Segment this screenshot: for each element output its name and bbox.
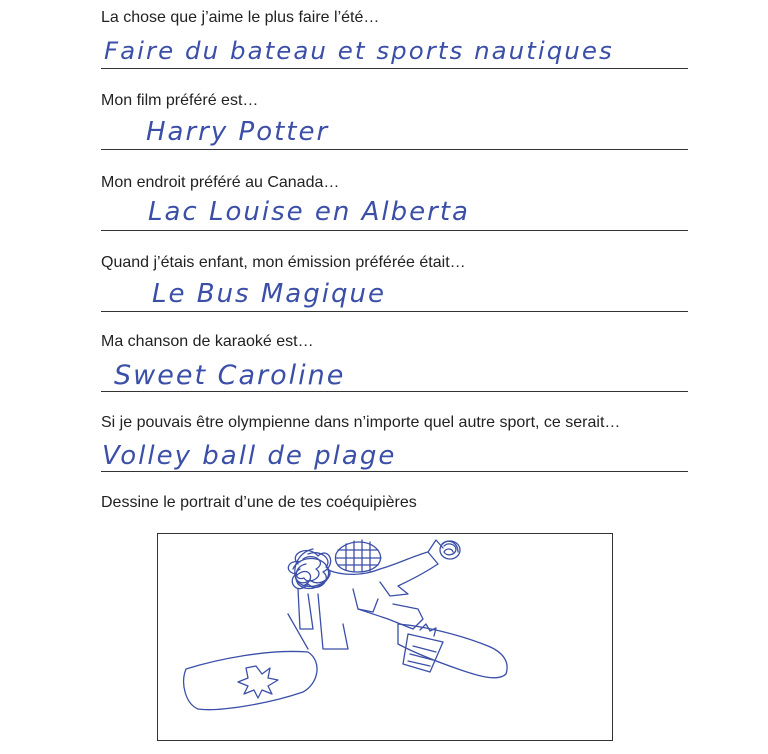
prompt-summer-activity: La chose que j’aime le plus faire l’été… — [101, 9, 380, 26]
answer-summer-activity: Faire du bateau et sports nautiques — [104, 37, 614, 65]
prompt-favorite-place: Mon endroit préféré au Canada… — [101, 174, 340, 191]
answer-favorite-place: Lac Louise en Alberta — [148, 197, 470, 227]
prompt-olympic-sport: Si je pouvais être olympienne dans n’importe quel autre sport, ce serait… — [101, 414, 621, 431]
body — [288, 589, 423, 649]
prompt-favorite-movie: Mon film préféré est… — [101, 92, 259, 109]
answer-olympic-sport: Volley ball de plage — [102, 441, 397, 471]
answer-line-olympic-sport — [101, 471, 688, 472]
answer-favorite-movie: Harry Potter — [146, 117, 330, 147]
leg-with-flag — [398, 624, 507, 678]
teammate-sketch — [158, 534, 613, 741]
ball — [440, 541, 460, 559]
prompt-karaoke-song: Ma chanson de karaoké est… — [101, 333, 314, 350]
answer-childhood-show: Le Bus Magique — [152, 279, 386, 309]
answer-karaoke-song: Sweet Caroline — [114, 360, 346, 391]
helmet — [328, 540, 381, 574]
answer-line-karaoke-song — [101, 391, 688, 392]
hair-scribble — [288, 549, 330, 589]
answer-line-favorite-place — [101, 230, 688, 231]
answer-line-summer-activity — [101, 68, 688, 69]
prompt-childhood-show: Quand j’étais enfant, mon émission préférée était… — [101, 254, 466, 271]
answer-line-childhood-show — [101, 311, 688, 312]
portrait-drawing-box — [157, 533, 613, 741]
leg-with-maple-leaf — [184, 651, 317, 709]
prompt-draw-portrait: Dessine le portrait d’une de tes coéquipières — [101, 494, 417, 511]
answer-line-favorite-movie — [101, 149, 688, 150]
arm — [380, 540, 443, 596]
